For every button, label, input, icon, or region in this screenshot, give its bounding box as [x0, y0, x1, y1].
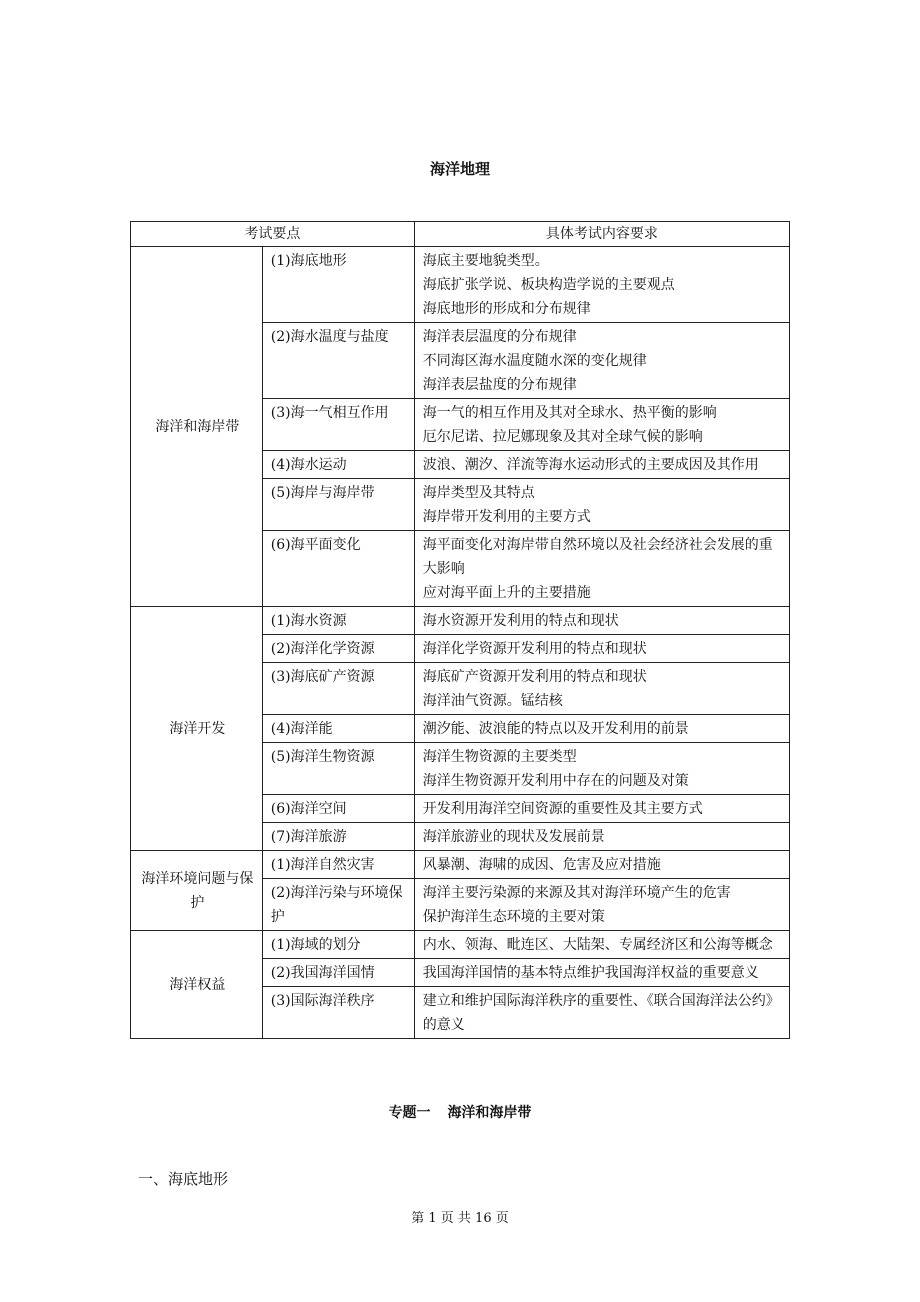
- requirement-cell: [414, 851, 789, 879]
- exam-point-cell: (4)海洋能: [262, 715, 414, 743]
- exam-point-cell: (1)海洋自然灾害: [262, 851, 414, 879]
- table-body: [131, 247, 790, 1039]
- requirement-cell: [414, 931, 789, 959]
- requirement-line: 保护海洋生态环境的主要对策: [422, 909, 605, 925]
- exam-point-cell: (2)我国海洋国情: [262, 959, 414, 987]
- requirement-line: 海一气的相互作用及其对全球水、热平衡的影响: [422, 405, 717, 421]
- exam-point-cell: (3)国际海洋秩序: [262, 987, 414, 1039]
- requirement-line: 海洋生物资源的主要类型: [422, 749, 577, 765]
- topic-heading: [0, 1102, 920, 1122]
- table-header-row: [131, 222, 790, 247]
- exam-point-cell: (1)海水资源: [262, 607, 414, 635]
- requirement-cell: [414, 715, 789, 743]
- exam-point-cell: (4)海水运动: [262, 451, 414, 479]
- requirement-cell: [414, 399, 789, 451]
- exam-point-cell: (5)海洋生物资源: [262, 743, 414, 795]
- requirement-line: 海底扩张学说、板块构造学说的主要观点: [422, 277, 675, 293]
- requirement-cell: [414, 479, 789, 531]
- requirement-line: 海洋油气资源。锰结核: [422, 693, 563, 709]
- requirement-cell: [414, 795, 789, 823]
- exam-point-cell: (2)海洋污染与环境保护: [262, 879, 414, 931]
- requirement-cell: [414, 743, 789, 795]
- requirement-cell: [414, 451, 789, 479]
- requirement-cell: [414, 663, 789, 715]
- category-cell: 海洋权益: [131, 931, 263, 1039]
- requirement-line: 海洋生物资源开发利用中存在的问题及对策: [422, 773, 689, 789]
- table-row: [131, 931, 790, 959]
- requirement-line: 建立和维护国际海洋秩序的重要性、《联合国海洋法公约》的意义: [422, 993, 780, 1033]
- requirement-line: 不同海区海水温度随水深的变化规律: [422, 353, 647, 369]
- requirement-cell: [414, 531, 789, 607]
- requirement-cell: [414, 823, 789, 851]
- exam-point-cell: (7)海洋旅游: [262, 823, 414, 851]
- exam-point-cell: (1)海底地形: [262, 247, 414, 323]
- requirement-line: 海岸类型及其特点: [422, 485, 535, 501]
- table-row: [131, 607, 790, 635]
- header-exam-points: 考试要点: [131, 222, 415, 247]
- requirement-cell: [414, 987, 789, 1039]
- requirement-line: 海岸带开发利用的主要方式: [422, 509, 591, 525]
- requirement-line: 波浪、潮汐、洋流等海水运动形式的主要成因及其作用: [422, 457, 759, 473]
- requirement-line: 海洋主要污染源的来源及其对海洋环境产生的危害: [422, 885, 731, 901]
- requirement-cell: [414, 959, 789, 987]
- section-heading: 一、海底地形: [138, 1170, 229, 1188]
- requirement-line: 潮汐能、波浪能的特点以及开发利用的前景: [422, 721, 689, 737]
- requirement-cell: [414, 323, 789, 399]
- category-cell: 海洋环境问题与保护: [131, 851, 263, 931]
- header-content-requirements: 具体考试内容要求: [414, 222, 789, 247]
- requirement-line: 海洋表层温度的分布规律: [422, 329, 577, 345]
- requirement-cell: [414, 247, 789, 323]
- exam-point-cell: (2)海洋化学资源: [262, 635, 414, 663]
- requirement-line: 海平面变化对海岸带自然环境以及社会经济社会发展的重大影响: [422, 537, 773, 577]
- requirement-line: 我国海洋国情的基本特点维护我国海洋权益的重要意义: [422, 965, 759, 981]
- topic-name: 海洋和海岸带: [447, 1105, 532, 1121]
- requirement-line: 应对海平面上升的主要措施: [422, 585, 591, 601]
- exam-point-cell: (1)海域的划分: [262, 931, 414, 959]
- requirement-line: 海水资源开发利用的特点和现状: [422, 613, 619, 629]
- requirement-cell: [414, 879, 789, 931]
- requirements-table: [130, 221, 790, 1039]
- topic-label: 专题一: [388, 1105, 431, 1121]
- table-row: [131, 247, 790, 323]
- page-footer: 第 1 页 共 16 页: [411, 1211, 509, 1226]
- category-cell: 海洋和海岸带: [131, 247, 263, 607]
- exam-point-cell: (3)海底矿产资源: [262, 663, 414, 715]
- requirement-cell: [414, 635, 789, 663]
- exam-point-cell: (6)海平面变化: [262, 531, 414, 607]
- requirement-line: 厄尔尼诺、拉尼娜现象及其对全球气候的影响: [422, 429, 703, 445]
- requirement-line: 海洋表层盐度的分布规律: [422, 377, 577, 393]
- exam-point-cell: (5)海岸与海岸带: [262, 479, 414, 531]
- requirement-line: 风暴潮、海啸的成因、危害及应对措施: [422, 857, 661, 873]
- requirement-line: 开发利用海洋空间资源的重要性及其主要方式: [422, 801, 703, 817]
- exam-point-cell: (2)海水温度与盐度: [262, 323, 414, 399]
- table-row: [131, 851, 790, 879]
- requirement-line: 海底主要地貌类型。: [422, 253, 549, 269]
- exam-point-cell: (6)海洋空间: [262, 795, 414, 823]
- requirement-cell: [414, 607, 789, 635]
- requirement-line: 海洋旅游业的现状及发展前景: [422, 829, 605, 845]
- page-title: 海洋地理: [429, 160, 490, 178]
- exam-point-cell: (3)海一气相互作用: [262, 399, 414, 451]
- category-cell: 海洋开发: [131, 607, 263, 851]
- requirement-line: 海洋化学资源开发利用的特点和现状: [422, 641, 647, 657]
- requirement-line: 内水、领海、毗连区、大陆架、专属经济区和公海等概念: [422, 937, 773, 953]
- requirement-line: 海底地形的形成和分布规律: [422, 301, 591, 317]
- requirement-line: 海底矿产资源开发利用的特点和现状: [422, 669, 647, 685]
